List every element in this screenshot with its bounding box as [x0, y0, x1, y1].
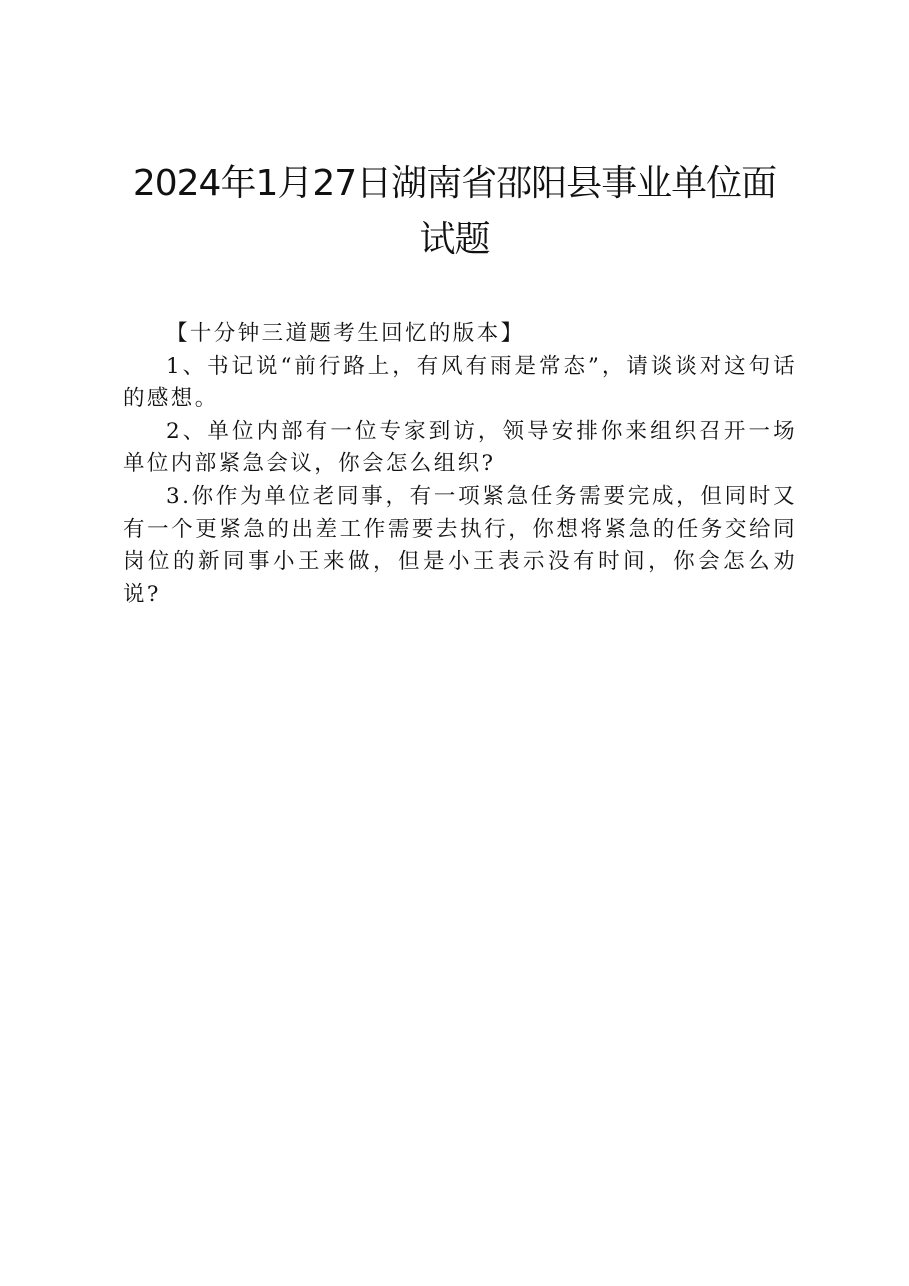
- title-line-2: 试题: [419, 219, 490, 260]
- document-subtitle: 【十分钟三道题考生回忆的版本】: [166, 321, 525, 346]
- document-body: [123, 318, 797, 611]
- question-1: 1、书记说“前行路上，有风有雨是常态”，请谈谈对这句话的感想。: [123, 353, 797, 412]
- document-title: [110, 156, 799, 268]
- question-3: 3.你作为单位老同事，有一项紧急任务需要完成，但同时又有一个更紧急的出差工作需要去执行，你想将紧急的任务交给同岗位的新同事小王来做，但是小王表示没有时间，你会怎么劝说?: [123, 483, 797, 607]
- title-line-1: 2024年1月27日湖南省邵阳县事业单位面: [132, 163, 777, 204]
- question-2: 2、单位内部有一位专家到访，领导安排你来组织召开一场单位内部紧急会议，你会怎么组织?: [123, 418, 797, 477]
